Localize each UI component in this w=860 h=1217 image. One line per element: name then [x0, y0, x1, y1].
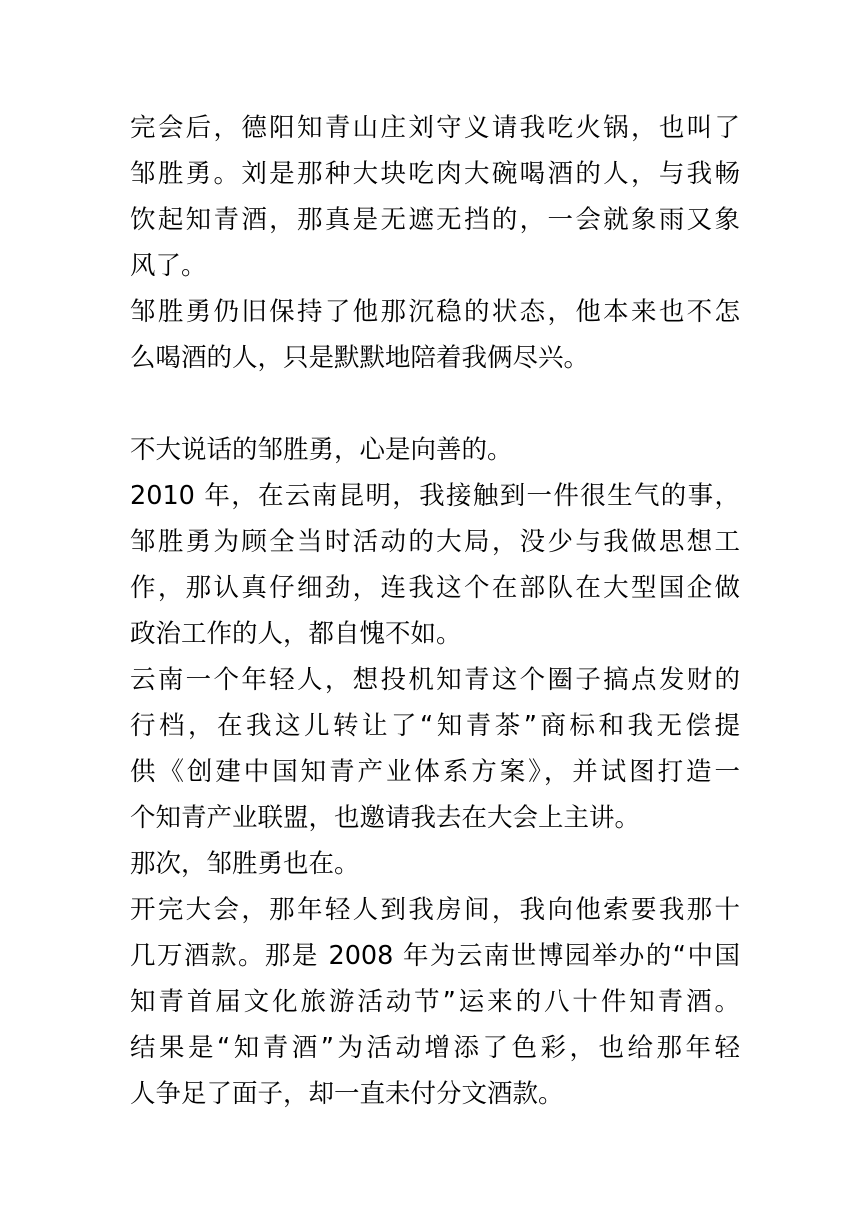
text-line: 云南一个年轻人，想投机知青这个圈子搞点发财的: [130, 665, 740, 695]
text-line: 作，那认真仔细劲，连我这个在部队在大型国企做: [130, 573, 740, 603]
text-line: 供《创建中国知青产业体系方案》，并试图打造一: [130, 757, 740, 787]
document-body: [130, 105, 740, 1117]
text-line: 那次，邹胜勇也在。: [130, 849, 360, 879]
text-line: 个知青产业联盟，也邀请我去在大会上主讲。: [130, 803, 641, 833]
text-line: 么喝酒的人，只是默默地陪着我俩尽兴。: [130, 343, 590, 373]
text-line: 邹胜勇仍旧保持了他那沉稳的状态，他本来也不怎: [130, 297, 740, 327]
text-line: 不大说话的邹胜勇，心是向善的。: [130, 435, 513, 465]
text-line: 行档，在我这儿转让了“知青茶”商标和我无偿提: [130, 711, 740, 741]
text-line: 饮起知青酒，那真是无遮无挡的，一会就象雨又象: [130, 205, 740, 235]
text-line: 2010 年，在云南昆明，我接触到一件很生气的事，: [130, 481, 740, 511]
text-line: 风了。: [130, 251, 207, 281]
text-line: 人争足了面子，却一直未付分文酒款。: [130, 1079, 564, 1109]
text-line: 几万酒款。那是 2008 年为云南世博园举办的“中国: [130, 941, 740, 971]
text-line: 邹胜勇为顾全当时活动的大局，没少与我做思想工: [130, 527, 740, 557]
text-line: 政治工作的人，都自愧不如。: [130, 619, 462, 649]
text-line: 完会后，德阳知青山庄刘守义请我吃火锅，也叫了: [130, 113, 740, 143]
text-line: 知青首届文化旅游活动节”运来的八十件知青酒。: [130, 987, 740, 1017]
text-line: 开完大会，那年轻人到我房间，我向他索要我那十: [130, 895, 740, 925]
text-line: 邹胜勇。刘是那种大块吃肉大碗喝酒的人，与我畅: [130, 159, 740, 189]
blank-line: [130, 381, 740, 427]
text-line: 结果是“知青酒”为活动增添了色彩，也给那年轻: [130, 1033, 740, 1063]
